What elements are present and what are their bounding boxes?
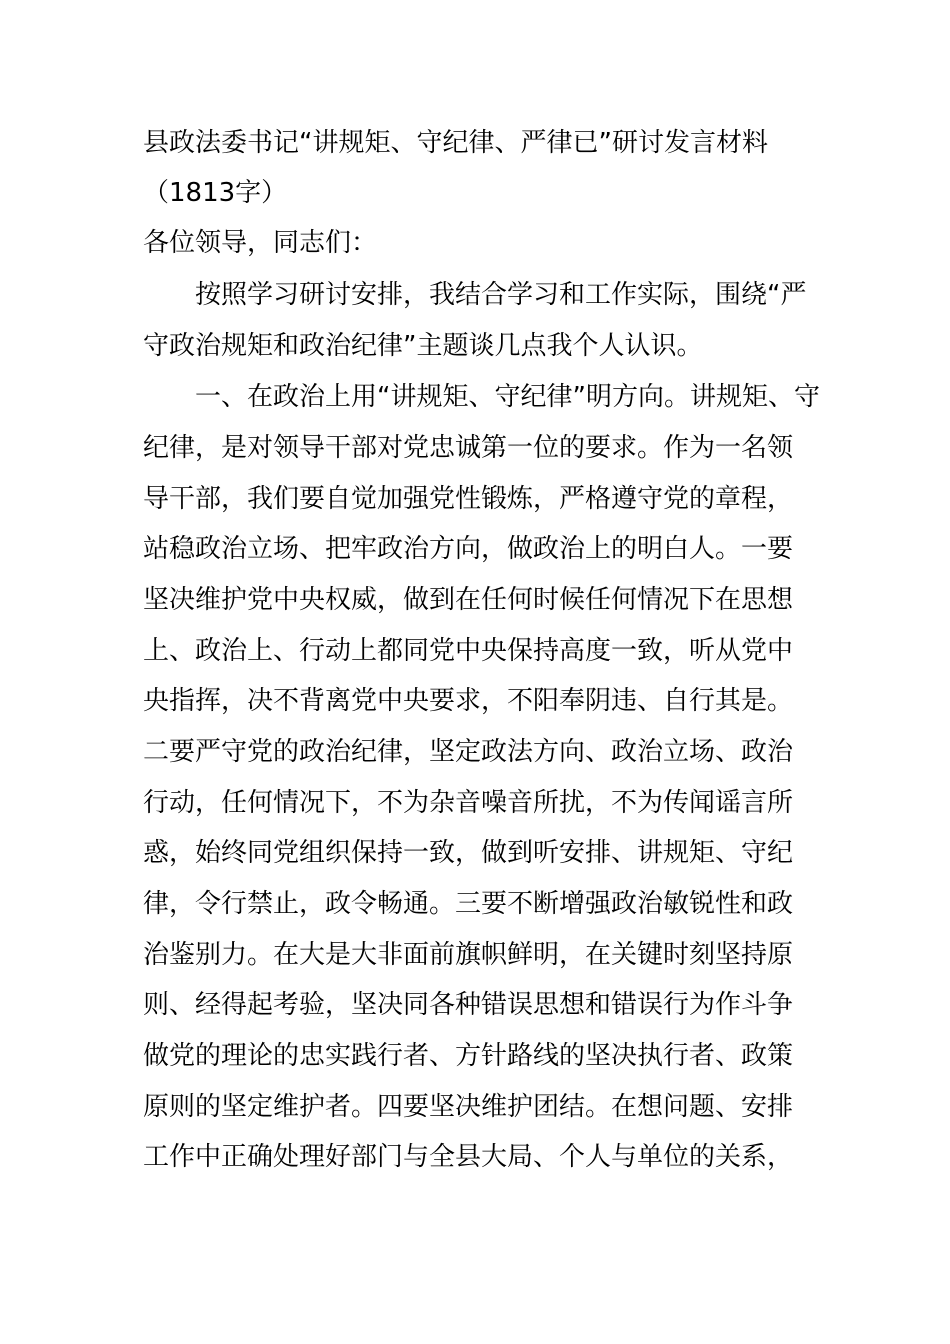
body-line: 原则的坚定维护者。四要坚决维护团结。在想问题、安排	[143, 1092, 794, 1122]
body-line: 站稳政治立场、把牢政治方向，做政治上的明白人。一要	[143, 534, 794, 564]
body-line: 守政治规矩和政治纪律”主题谈几点我个人认识。	[143, 331, 703, 361]
body-line: 纪律，是对领导干部对党忠诚第一位的要求。作为一名领	[143, 433, 794, 463]
document-title: 县政法委书记“讲规矩、守纪律、严律已”研讨发言材料	[143, 128, 768, 158]
word-count: （1813字）	[143, 178, 288, 208]
body-line: 二要严守党的政治纪律，坚定政法方向、政治立场、政治	[143, 737, 794, 767]
body-line: 行动，任何情况下，不为杂音噪音所扰，不为传闻谣言所	[143, 788, 794, 818]
body-line: 一、在政治上用“讲规矩、守纪律”明方向。讲规矩、守	[195, 382, 820, 412]
body-line: 则、经得起考验，坚决同各种错误思想和错误行为作斗争	[143, 990, 794, 1020]
body-line: 导干部，我们要自觉加强党性锻炼，严格遵守党的章程，	[143, 484, 794, 514]
salutation: 各位领导，同志们：	[143, 228, 378, 258]
body-line: 按照学习研讨安排，我结合学习和工作实际，围绕“严	[195, 280, 807, 310]
body-line: 律，令行禁止，政令畅通。三要不断增强政治敏锐性和政	[143, 889, 794, 919]
body-line: 坚决维护党中央权威，做到在任何时候任何情况下在思想	[143, 585, 794, 615]
body-line: 央指挥，决不背离党中央要求，不阳奉阴违、自行其是。	[143, 686, 794, 716]
body-line: 做党的理论的忠实践行者、方针路线的坚决执行者、政策	[143, 1041, 794, 1071]
body-line: 治鉴别力。在大是大非面前旗帜鲜明，在关键时刻坚持原	[143, 940, 794, 970]
body-line: 工作中正确处理好部门与全县大局、个人与单位的关系，	[143, 1142, 794, 1172]
body-line: 上、政治上、行动上都同党中央保持高度一致，听从党中	[143, 636, 794, 666]
body-line: 惑，始终同党组织保持一致，做到听安排、讲规矩、守纪	[143, 838, 794, 868]
